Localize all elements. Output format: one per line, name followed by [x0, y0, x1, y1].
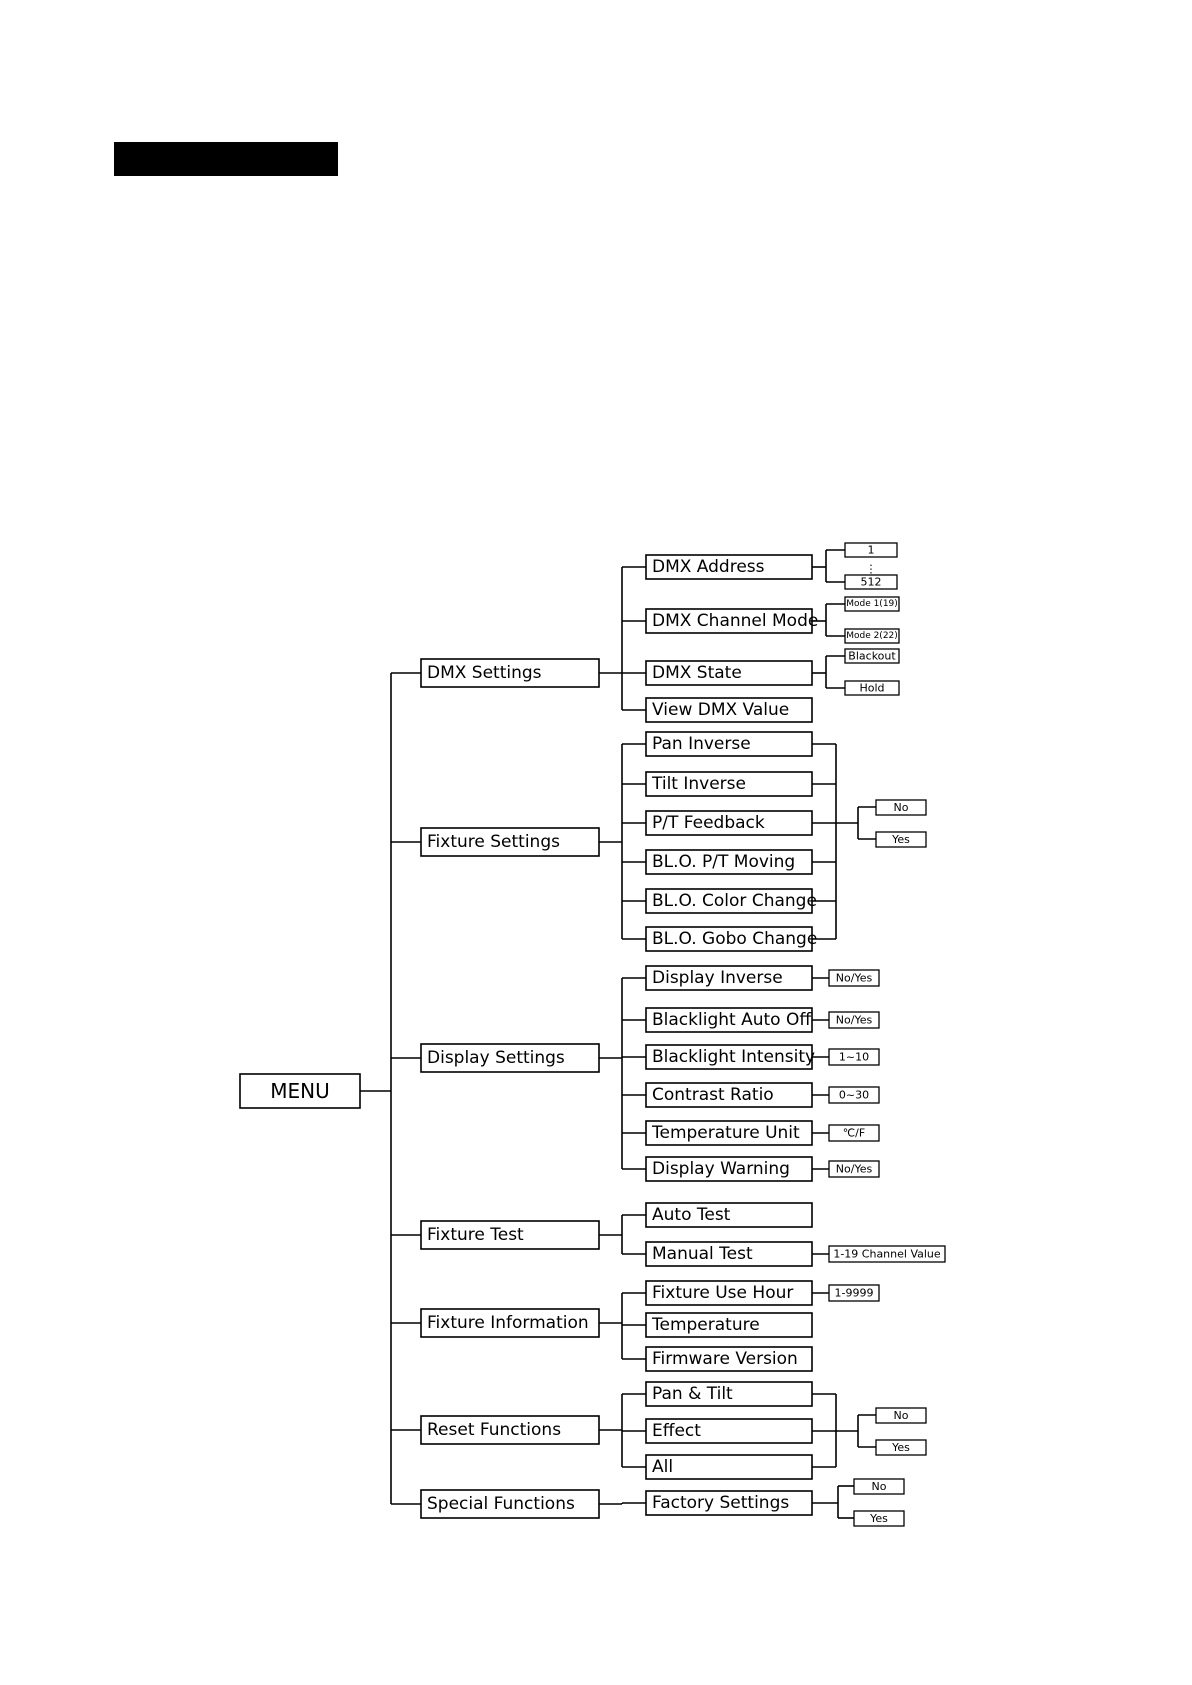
factory-settings-box-label: Factory Settings [652, 1493, 790, 1513]
temperature-box-label: Temperature [652, 1315, 760, 1335]
pan-inverse-box [646, 732, 812, 756]
manual-test-box [646, 1242, 812, 1266]
display-inverse-value-0-label: No/Yes [835, 971, 873, 985]
dmx-address-value-2 [845, 575, 897, 589]
factory-settings-box [646, 1491, 812, 1515]
dmx-address-value-ellipsis: ⋮ [865, 562, 877, 576]
temperature-unit-value-0-label: ℃/F [842, 1126, 866, 1140]
special-functions-box-label: Special Functions [427, 1494, 575, 1514]
display-inverse-box [646, 966, 812, 990]
manual-test-value-0-label: 1-19 Channel Value [833, 1247, 941, 1261]
dmx-address-value-2-label: 512 [860, 575, 882, 589]
dmx-address-value-0 [845, 543, 897, 557]
bl-o-gobo-change-box-label: BL.O. Gobo Change [652, 929, 818, 949]
fixture-settings-box [421, 828, 599, 856]
effect-box-label: Effect [652, 1421, 701, 1441]
display-settings-box [421, 1044, 599, 1072]
blacklight-intensity-box-label: Blacklight Intensity [652, 1047, 816, 1067]
temperature-unit-box [646, 1121, 812, 1145]
view-dmx-value-box [646, 698, 812, 722]
display-inverse-box-label: Display Inverse [652, 968, 783, 988]
contrast-ratio-box-label: Contrast Ratio [652, 1085, 774, 1105]
dmx-address-box-label: DMX Address [652, 557, 765, 577]
pan-tilt-box-label: Pan & Tilt [652, 1384, 733, 1404]
dmx-channel-mode-box [646, 609, 818, 633]
temperature-unit-box-label: Temperature Unit [652, 1123, 800, 1143]
dmx-state-box [646, 661, 812, 685]
p-t-feedback-box-label: P/T Feedback [652, 813, 765, 833]
blacklight-auto-off-box-label: Blacklight Auto Off [652, 1010, 812, 1030]
manual-test-box-label: Manual Test [652, 1244, 753, 1264]
display-warning-box [646, 1157, 812, 1181]
display-warning-box-label: Display Warning [652, 1159, 790, 1179]
dmx-state-box-label: DMX State [652, 663, 742, 683]
pan-inverse-box-label: Pan Inverse [652, 734, 751, 754]
firmware-version-box-label: Firmware Version [652, 1349, 798, 1369]
fixture-settings-shared-value-yes-label: Yes [892, 833, 910, 846]
fixture-use-hour-value-0-label: 1-9999 [834, 1286, 874, 1300]
dmx-address-box [646, 555, 812, 579]
fixture-information-box-label: Fixture Information [427, 1313, 589, 1333]
auto-test-box-label: Auto Test [652, 1205, 731, 1225]
dmx-state-value-1-label: Hold [859, 681, 885, 695]
fixture-test-box [421, 1221, 599, 1249]
contrast-ratio-value-0 [829, 1087, 879, 1103]
dmx-state-value-1 [845, 681, 899, 695]
contrast-ratio-value-0-label: 0~30 [838, 1088, 870, 1102]
display-inverse-value-0 [829, 970, 879, 986]
factory-settings-value-0 [854, 1479, 904, 1494]
dmx-channel-mode-box-label: DMX Channel Mode [652, 611, 819, 631]
reset-functions-shared-value-yes-label: Yes [892, 1441, 910, 1454]
fixture-information-box [421, 1309, 599, 1337]
blacklight-auto-off-box [646, 1008, 812, 1032]
bl-o-p-t-moving-box [646, 850, 812, 874]
fixture-settings-shared-value-no-label: No [893, 801, 909, 814]
dmx-address-value-0-label: 1 [867, 543, 875, 557]
fixture-settings-shared-value-no [876, 800, 926, 815]
temperature-box [646, 1313, 812, 1337]
bl-o-color-change-box-label: BL.O. Color Change [652, 891, 817, 911]
blacklight-intensity-box [646, 1045, 815, 1069]
bl-o-gobo-change-box [646, 927, 817, 951]
dmx-settings-box-label: DMX Settings [427, 663, 542, 683]
display-warning-value-0-label: No/Yes [835, 1162, 873, 1176]
all-box-label: All [652, 1457, 674, 1477]
factory-settings-value-0-label: No [871, 1480, 887, 1493]
tilt-inverse-box [646, 772, 812, 796]
dmx-channel-mode-value-0 [845, 597, 899, 611]
display-warning-value-0 [829, 1161, 879, 1177]
blacklight-intensity-value-0-label: 1~10 [838, 1050, 870, 1064]
tilt-inverse-box-label: Tilt Inverse [652, 774, 746, 794]
fixture-use-hour-box [646, 1281, 812, 1305]
dmx-channel-mode-value-1-label: Mode 2(22) [846, 631, 898, 641]
firmware-version-box [646, 1347, 812, 1371]
fixture-test-box-label: Fixture Test [427, 1225, 524, 1245]
reset-functions-box-label: Reset Functions [427, 1420, 562, 1440]
reset-functions-box [421, 1416, 599, 1444]
all-box [646, 1455, 812, 1479]
pan-tilt-box [646, 1382, 812, 1406]
effect-box [646, 1419, 812, 1443]
dmx-channel-mode-value-0-label: Mode 1(19) [846, 599, 898, 609]
menu-root [240, 1074, 360, 1108]
special-functions-box [421, 1490, 599, 1518]
display-settings-box-label: Display Settings [427, 1048, 565, 1068]
view-dmx-value-box-label: View DMX Value [652, 700, 790, 720]
blacklight-auto-off-value-0-label: No/Yes [835, 1013, 873, 1027]
fixture-use-hour-value-0 [829, 1285, 879, 1301]
fixture-settings-shared-value-yes [876, 832, 926, 847]
bl-o-color-change-box [646, 889, 817, 913]
blacklight-auto-off-value-0 [829, 1012, 879, 1028]
factory-settings-value-1 [854, 1511, 904, 1526]
reset-functions-shared-value-yes [876, 1440, 926, 1455]
fixture-use-hour-box-label: Fixture Use Hour [652, 1283, 794, 1303]
blacklight-intensity-value-0 [829, 1049, 879, 1065]
manual-test-value-0 [829, 1246, 945, 1262]
dmx-channel-mode-value-1 [845, 629, 899, 643]
contrast-ratio-box [646, 1083, 812, 1107]
temperature-unit-value-0 [829, 1125, 879, 1141]
menu-root-label: MENU [270, 1079, 330, 1103]
dmx-state-value-0 [845, 649, 899, 663]
factory-settings-value-1-label: Yes [870, 1512, 888, 1525]
bl-o-p-t-moving-box-label: BL.O. P/T Moving [652, 852, 796, 872]
reset-functions-shared-value-no [876, 1408, 926, 1423]
dmx-state-value-0-label: Blackout [848, 649, 896, 663]
auto-test-box [646, 1203, 812, 1227]
fixture-settings-box-label: Fixture Settings [427, 832, 560, 852]
dmx-settings-box [421, 659, 599, 687]
reset-functions-shared-value-no-label: No [893, 1409, 909, 1422]
p-t-feedback-box [646, 811, 812, 835]
